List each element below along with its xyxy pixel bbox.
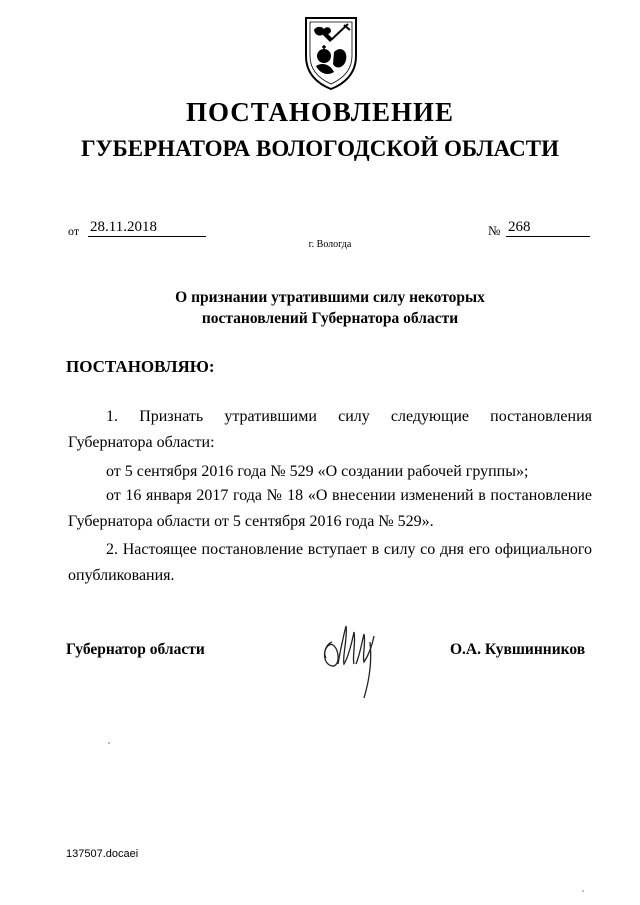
scan-artifact (108, 742, 110, 744)
subject-line-2: постановлений Губернатора области (201, 310, 459, 327)
document-date: 28.11.2018 (88, 218, 206, 237)
document-subtitle: ГУБЕРНАТОРА ВОЛОГОДСКОЙ ОБЛАСТИ (81, 136, 559, 161)
paragraph-4: 2. Настоящее постановление вступает в силу со дня его официального опубликования. (68, 541, 592, 584)
signer-position: Губернатор области (66, 641, 205, 658)
signature-icon (318, 612, 386, 702)
file-name: 137507.docaei (66, 848, 139, 860)
signer-name: О.А. Кувшинников (450, 641, 586, 658)
number-label: № (488, 223, 501, 238)
paragraph-3: от 16 января 2017 года № 18 «О внесении изменений в постановление Губернатора области от 5 сентября 2016 года № 529». (68, 487, 592, 530)
decree-heading: ПОСТАНОВЛЯЮ: (66, 357, 215, 376)
city-label: г. Вологда (308, 239, 352, 250)
document-subject (0, 287, 640, 329)
paragraph-2: от 5 сентября 2016 года № 529 «О создании рабочей группы»; (106, 463, 529, 480)
document-number: 268 (506, 218, 590, 237)
subject-line-1: О признании утратившими силу некоторых (175, 289, 485, 306)
document-title: ПОСТАНОВЛЕНИЕ (185, 97, 455, 127)
coat-of-arms-icon (300, 12, 362, 92)
date-label: от (68, 224, 80, 238)
scan-artifact (582, 890, 584, 892)
paragraph-1: 1. Признать утратившими силу следующие постановления Губернатора области: (68, 408, 592, 451)
